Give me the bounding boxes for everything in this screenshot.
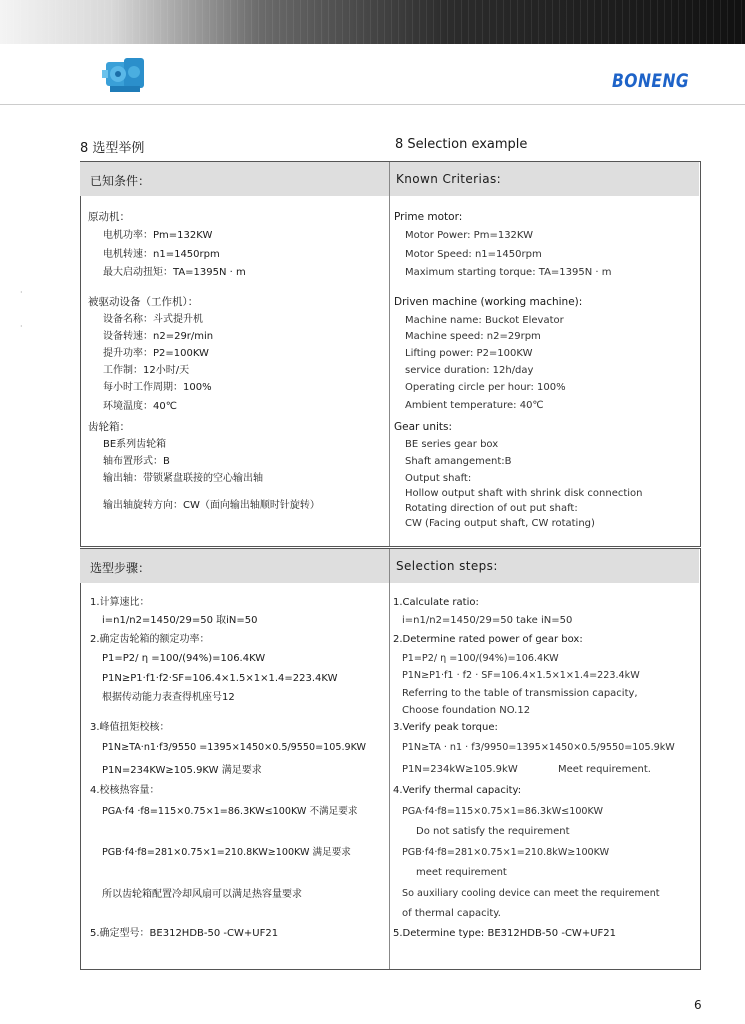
zh-step4a: PGA·f4 ·f8=115×0.75×1=86.3KW≤100KW 不满足要求 xyxy=(102,806,358,817)
en-machine-speed: Machine speed: n2=29rpm xyxy=(405,331,541,342)
zh-lifting-power: 提升功率：P2=100KW xyxy=(103,348,209,359)
zh-step1a: i=n1/n2=1450/29=50 取iN=50 xyxy=(102,615,258,626)
zh-step2: 2.确定齿轮箱的额定功率： xyxy=(90,634,210,645)
en-step2c: Referring to the table of transmission capacity, xyxy=(402,688,638,699)
known-head-en: Known Criterias: xyxy=(396,172,502,186)
zh-step4b: PGB·f4·f8=281×0.75×1=210.8KW≥100KW 满足要求 xyxy=(102,847,351,858)
en-shaft-arrangement: Shaft amangement:B xyxy=(405,456,512,467)
en-motor-speed: Motor Speed: n1=1450rpm xyxy=(405,249,542,260)
zh-start-torque: 最大启动扭矩：TA=1395N · m xyxy=(103,267,246,278)
en-start-torque: Maximum starting torque: TA=1395N · m xyxy=(405,267,612,278)
known-column-divider xyxy=(389,162,390,546)
selection-steps-panel xyxy=(80,548,701,970)
en-step4b: Do not satisfy the requirement xyxy=(416,826,570,837)
zh-step2a: P1=P2/ η =100/(94%)=106.4KW xyxy=(102,653,266,664)
en-motor-power: Motor Power: Pm=132KW xyxy=(405,230,534,241)
zh-machine-name: 设备名称：斗式提升机 xyxy=(103,314,203,325)
zh-shaft-arrangement: 轴布置形式：B xyxy=(103,456,170,467)
en-step4: 4.Verify thermal capacity: xyxy=(393,785,522,796)
zh-gear-title: 齿轮箱： xyxy=(88,421,130,433)
zh-cycle: 每小时工作周期：100% xyxy=(103,382,212,393)
en-series: BE series gear box xyxy=(405,439,499,450)
en-step2a: P1=P2/ η =100/(94%)=106.4KW xyxy=(402,653,559,664)
en-rotating-direction: Rotating direction of out put shaft: xyxy=(405,503,578,514)
header-divider xyxy=(0,104,745,105)
en-lifting-power: Lifting power: P2=100KW xyxy=(405,348,533,359)
zh-step1: 1.计算速比： xyxy=(90,597,150,608)
steps-column-divider xyxy=(389,549,390,969)
zh-machine-speed: 设备转速：n2=29r/min xyxy=(103,331,214,342)
en-cw: CW (Facing output shaft, CW rotating) xyxy=(405,518,595,529)
zh-ambient: 环境温度：40℃ xyxy=(103,401,177,412)
zh-prime-motor-title: 原动机： xyxy=(88,211,130,223)
steps-head-en: Selection steps: xyxy=(396,559,498,573)
en-step1a: i=n1/n2=1450/29=50 take iN=50 xyxy=(402,615,573,626)
margin-speck: · xyxy=(20,288,23,297)
en-step2d: Choose foundation NO.12 xyxy=(402,705,531,716)
zh-step4c: 所以齿轮箱配置冷却风扇可以满足热容量要求 xyxy=(102,889,302,900)
en-output-shaft: Output shaft: xyxy=(405,473,472,484)
page-number: 6 xyxy=(694,998,702,1012)
en-service-duration: service duration: 12h/day xyxy=(405,365,534,376)
en-step3a: P1N≥TA · n1 · f3/9950=1395×1450×0.5/9550=105.9kW xyxy=(402,742,675,753)
en-machine-name: Machine name: Buckot Elevator xyxy=(405,315,564,326)
en-step4c: PGB·f4·f8=281×0.75×1=210.8kW≥100KW xyxy=(402,847,610,858)
en-ambient: Ambient temperature: 40℃ xyxy=(405,400,544,411)
zh-output-shaft: 输出轴：带锁紧盘联接的空心输出轴 xyxy=(103,473,263,484)
en-step3c: Meet requirement. xyxy=(558,764,651,775)
en-step2: 2.Determine rated power of gear box: xyxy=(393,634,583,645)
en-step4a: PGA·f4·f8=115×0.75×1=86.3kW≤100KW xyxy=(402,806,603,817)
en-prime-motor-title: Prime motor: xyxy=(394,211,463,223)
zh-motor-speed: 电机转速：n1=1450rpm xyxy=(103,249,220,260)
en-step4d: meet requirement xyxy=(416,867,507,878)
en-step3b: P1N=234kW≥105.9kW xyxy=(402,764,518,775)
zh-driven-title: 被驱动设备（工作机）： xyxy=(88,296,199,308)
en-step3: 3.Verify peak torque: xyxy=(393,722,498,733)
en-step5: 5.Determine type: BE312HDB-50 -CW+UF21 xyxy=(393,928,616,939)
steps-head-zh: 选型步骤： xyxy=(90,561,151,575)
zh-step2c: 根据传动能力表查得机座号12 xyxy=(102,692,235,703)
header-stripes xyxy=(0,0,745,44)
zh-step2b: P1N≥P1·f1·f2·SF=106.4×1.5×1×1.4=223.4KW xyxy=(102,673,338,684)
zh-step3a: P1N≥TA·n1·f3/9550 =1395×1450×0.5/9550=105.9KW xyxy=(102,742,367,753)
zh-step5: 5.确定型号：BE312HDB-50 -CW+UF21 xyxy=(90,928,279,939)
section-title-zh: 8 选型举例 xyxy=(80,141,145,156)
margin-speck: · xyxy=(20,322,23,331)
zh-work-system: 工作制：12小时/天 xyxy=(103,365,190,376)
zh-step3: 3.峰值扭矩校核： xyxy=(90,722,170,733)
known-head-zh: 已知条件： xyxy=(90,174,151,188)
en-gear-title: Gear units: xyxy=(394,421,453,433)
en-hollow-shaft: Hollow output shaft with shrink disk connection xyxy=(405,488,643,499)
zh-step3b: P1N=234KW≥105.9KW 满足要求 xyxy=(102,765,262,776)
en-step4f: of thermal capacity. xyxy=(402,908,501,919)
zh-motor-power: 电机功率：Pm=132KW xyxy=(103,230,213,241)
en-driven-title: Driven machine (working machine): xyxy=(394,296,583,308)
en-step1: 1.Calculate ratio: xyxy=(393,597,479,608)
zh-step4: 4.校核热容量： xyxy=(90,785,160,796)
zh-series: BE系列齿轮箱 xyxy=(103,439,167,450)
section-title-en: 8 Selection example xyxy=(395,137,528,152)
en-step2b: P1N≥P1·f1 · f2 · SF=106.4×1.5×1×1.4=223.4kW xyxy=(402,670,640,681)
blue-gearbox-icon xyxy=(100,52,150,98)
brand-logo-text: BONENG xyxy=(612,70,690,92)
en-step4e: So auxiliary cooling device can meet the requirement xyxy=(402,888,660,899)
zh-rotation: 输出轴旋转方向：CW（面向输出轴顺时针旋转） xyxy=(103,500,320,511)
en-cycle: Operating circle per hour: 100% xyxy=(405,382,566,393)
